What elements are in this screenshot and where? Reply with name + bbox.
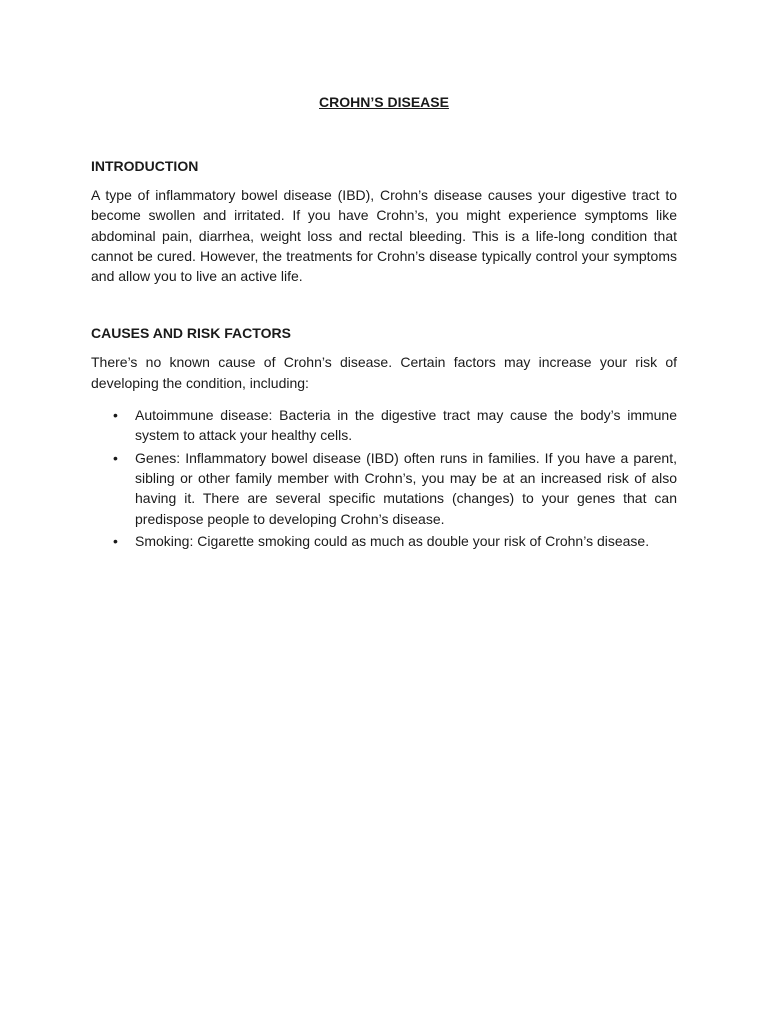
list-item (91, 405, 677, 446)
section-heading-introduction: INTRODUCTION (91, 158, 199, 174)
risk-factor-list (91, 405, 677, 551)
list-item (91, 448, 677, 529)
bullet-icon: • (113, 449, 118, 466)
list-item-text: Genes: Inflammatory bowel disease (IBD) often runs in families. If you have a parent, sibling or other family member with Crohn’s, you may be at an increased risk of also having it. There are several specific mutations (changes) to your genes that can predispose people to developing Crohn’s disease. (135, 449, 677, 527)
section-heading-causes: CAUSES AND RISK FACTORS (91, 325, 291, 342)
list-item-text: Smoking: Cigarette smoking could as much as double your risk of Crohn’s disease. (135, 532, 650, 549)
causes-paragraph: There’s no known cause of Crohn’s disease. Certain factors may increase your risk of developing the condition, including: (91, 354, 677, 391)
document-page (91, 92, 677, 553)
list-item-text: Autoimmune disease: Bacteria in the digestive tract may cause the body’s immune system to attack your healthy cells. (135, 407, 677, 444)
list-item (91, 531, 677, 551)
introduction-paragraph: A type of inflammatory bowel disease (IBD), Crohn’s disease causes your digestive tract to become swollen and irritated. If you have Crohn’s, you might experience symptoms like abdominal pain, diarrhea, weight loss and rectal bleeding. This is a life-long condition that cannot be cured. However, the treatments for Crohn’s disease typically control your symptoms and allow you to live an active life. (91, 187, 677, 285)
bullet-icon: • (113, 532, 118, 549)
page-title: CROHN’S DISEASE (319, 94, 449, 110)
bullet-icon: • (113, 407, 118, 424)
